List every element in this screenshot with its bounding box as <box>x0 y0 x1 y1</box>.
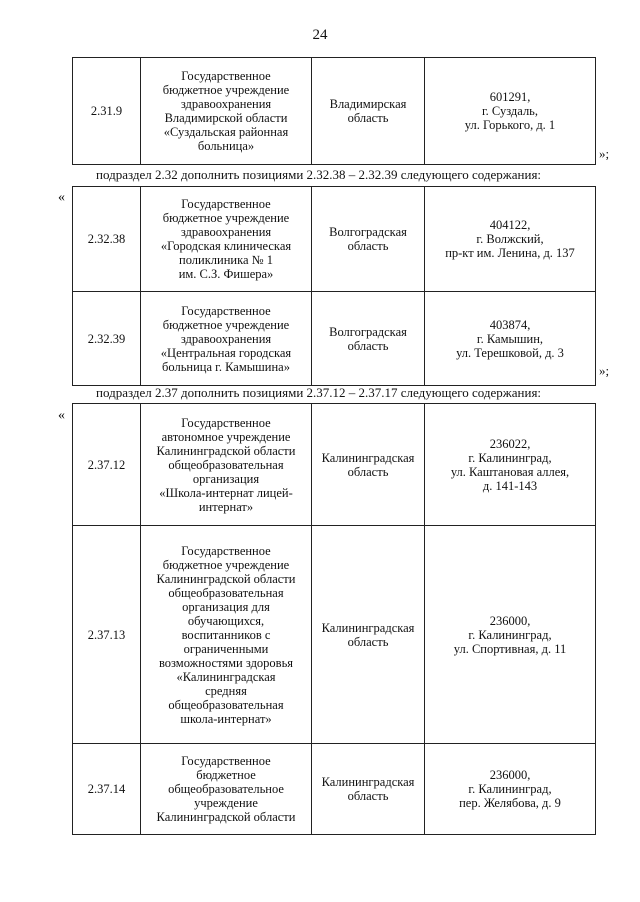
institution-name: Государственное бюджетное общеобразовательное учреждение Калининградской области <box>141 744 312 835</box>
address: 236000, г. Калининград, пер. Желябова, д. 9 <box>425 744 596 835</box>
address: 404122, г. Волжский, пр-кт им. Ленина, д. 137 <box>425 187 596 292</box>
institution-name: Государственное автономное учреждение Калининградской области общеобразовательная организация «Школа-интернат лицей- интернат» <box>141 404 312 526</box>
region: Волгоградская область <box>312 292 425 386</box>
position-number: 2.37.14 <box>73 744 141 835</box>
opening-quote: « <box>58 190 65 205</box>
address: 601291, г. Суздаль, ул. Горького, д. 1 <box>425 58 596 165</box>
table-row <box>73 187 596 292</box>
table-row <box>73 58 596 165</box>
table-row <box>73 526 596 744</box>
position-number: 2.31.9 <box>73 58 141 165</box>
opening-quote: « <box>58 408 65 423</box>
table-row <box>73 292 596 386</box>
position-number: 2.37.12 <box>73 404 141 526</box>
institution-name: Государственное бюджетное учреждение здравоохранения «Центральная городская больница г. Камышина» <box>141 292 312 386</box>
region: Владимирская область <box>312 58 425 165</box>
position-number: 2.37.13 <box>73 526 141 744</box>
position-number: 2.32.38 <box>73 187 141 292</box>
page-number: 24 <box>312 27 328 43</box>
region: Волгоградская область <box>312 187 425 292</box>
registry-table-2-31 <box>72 57 596 165</box>
address: 236022, г. Калининград, ул. Каштановая аллея, д. 141-143 <box>425 404 596 526</box>
table-row <box>73 744 596 835</box>
institution-name: Государственное бюджетное учреждение Калининградской области общеобразовательная организация для обучающихся, воспитанников с ограниченными возможностями здоровья «Калининградская средняя общеобразовательная школа-интернат» <box>141 526 312 744</box>
region: Калининградская область <box>312 404 425 526</box>
institution-name: Государственное бюджетное учреждение здравоохранения Владимирской области «Суздальская районная больница» <box>141 58 312 165</box>
closing-quote: »; <box>599 363 610 378</box>
position-number: 2.32.39 <box>73 292 141 386</box>
institution-name: Государственное бюджетное учреждение здравоохранения «Городская клиническая поликлиника № 1 им. С.З. Фишера» <box>141 187 312 292</box>
subsection-intro: подраздел 2.32 дополнить позициями 2.32.38 – 2.32.39 следующего содержания: <box>96 167 542 182</box>
region: Калининградская область <box>312 526 425 744</box>
table-row <box>73 404 596 526</box>
address: 403874, г. Камышин, ул. Терешковой, д. 3 <box>425 292 596 386</box>
address: 236000, г. Калининград, ул. Спортивная, д. 11 <box>425 526 596 744</box>
subsection-intro: подраздел 2.37 дополнить позициями 2.37.12 – 2.37.17 следующего содержания: <box>96 385 542 400</box>
region: Калининградская область <box>312 744 425 835</box>
closing-quote: »; <box>599 146 610 161</box>
registry-table-2-32 <box>72 186 596 386</box>
registry-table-2-37 <box>72 403 596 835</box>
